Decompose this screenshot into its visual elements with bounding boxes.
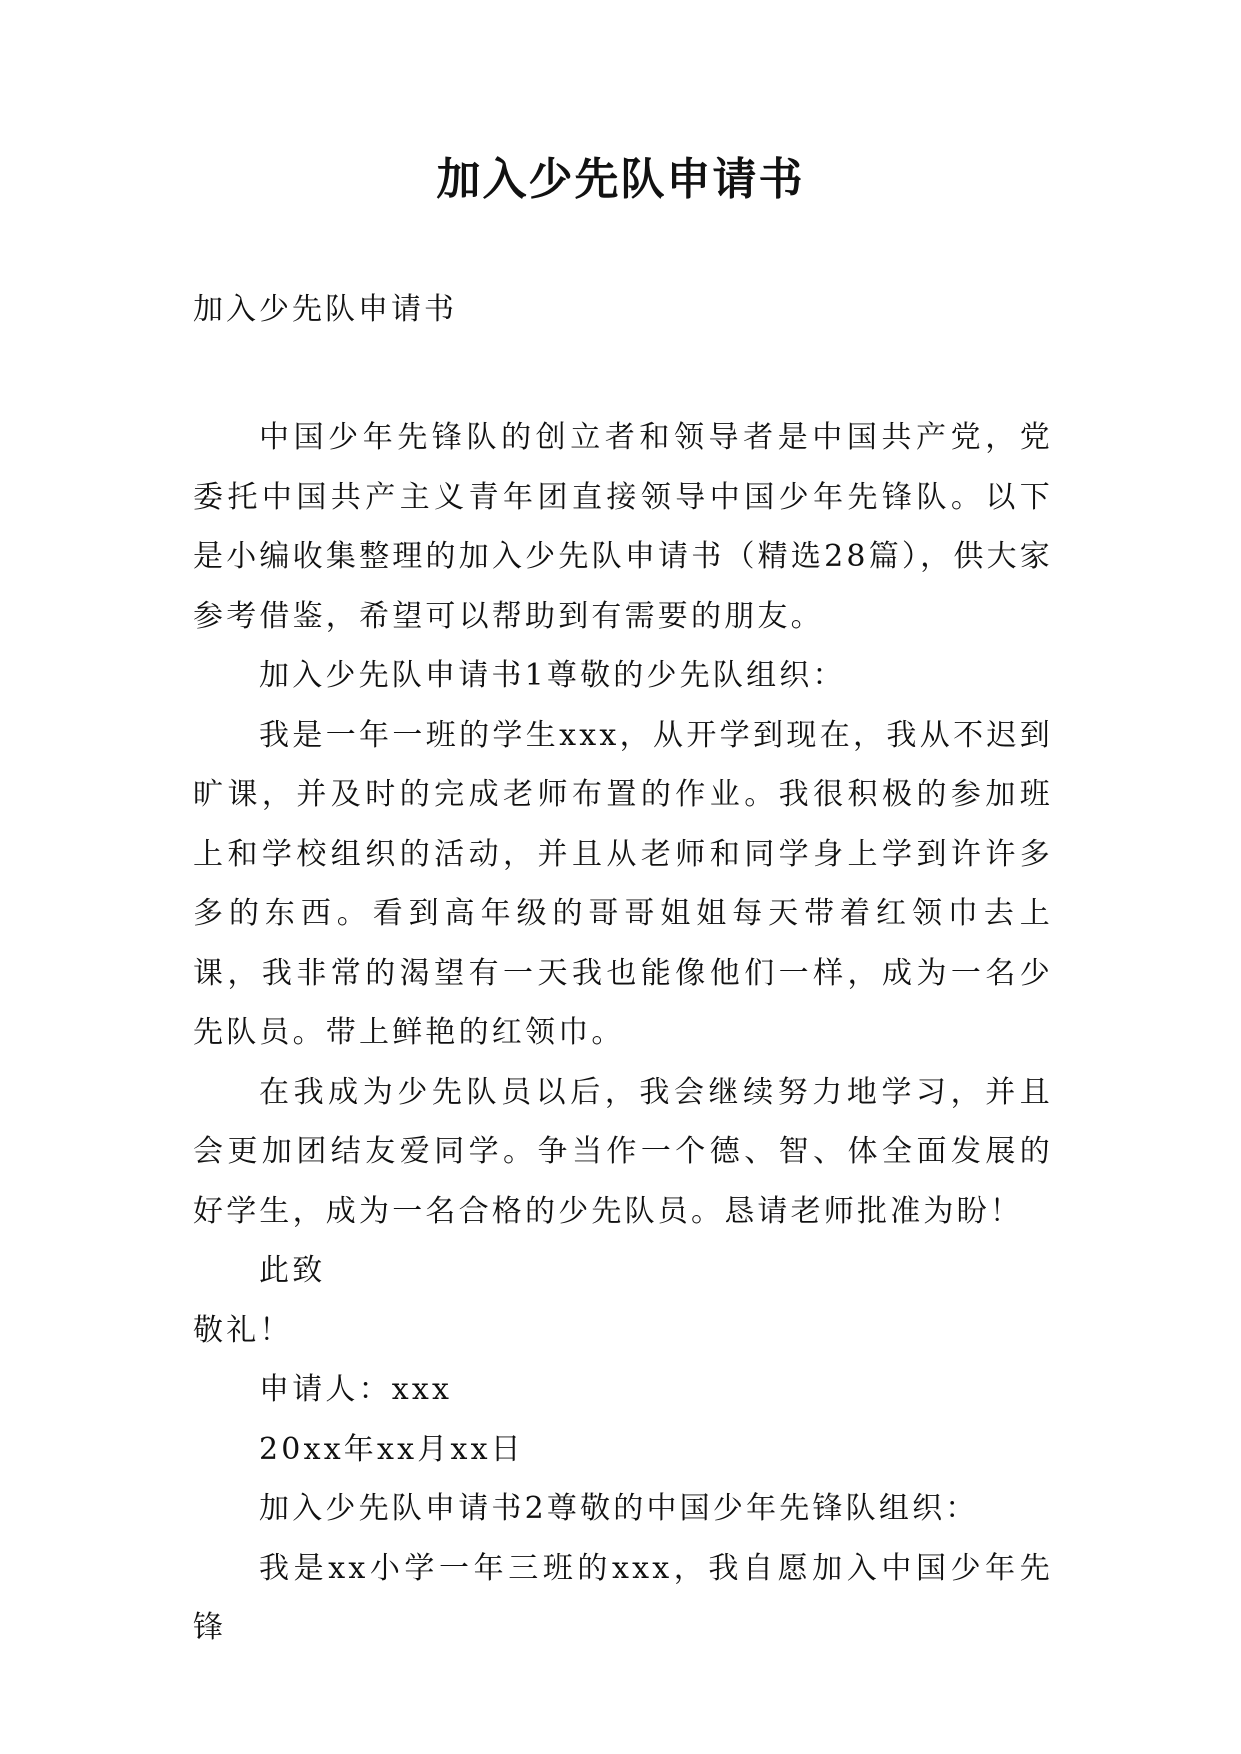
paragraph-closing-salutation: 此致: [259, 1253, 326, 1288]
document-body: [193, 408, 1053, 1658]
paragraph-intro: 中国少年先锋队的创立者和领导者是中国共产党，党委托中国共产主义青年团直接领导中国少年先锋队。以下是小编收集整理的加入少先队申请书（精选28篇），供大家参考借鉴，希望可以帮助到有需要的朋友。: [193, 420, 1053, 634]
document-subtitle: 加入少先队申请书: [193, 292, 457, 327]
paragraph-letter-2-body: 我是xx小学一年三班的xxx，我自愿加入中国少年先锋: [193, 1550, 1053, 1645]
document-title: 加入少先队申请书: [436, 154, 805, 205]
paragraph-applicant: 申请人：xxx: [259, 1372, 453, 1407]
paragraph-closing-respect: 敬礼！: [193, 1312, 293, 1348]
paragraph-letter-1-pledge: 在我成为少先队员以后，我会继续努力地学习，并且会更加团结友爱同学。争当作一个德、智、体全面发展的好学生，成为一名合格的少先队员。恳请老师批准为盼！: [193, 1074, 1053, 1229]
paragraph-date: 20xx年xx月xx日: [259, 1431, 524, 1467]
paragraph-letter-1-heading: 加入少先队申请书1尊敬的少先队组织：: [259, 658, 846, 693]
paragraph-letter-1-body: 我是一年一班的学生xxx，从开学到现在，我从不迟到旷课，并及时的完成老师布置的作业。我很积极的参加班上和学校组织的活动，并且从老师和同学身上学到许许多多的东西。看到高年级的哥哥姐姐每天带着红领巾去上课，我非常的渴望有一天我也能像他们一样，成为一名少先队员。带上鲜艳的红领巾。: [193, 717, 1053, 1050]
paragraph-letter-2-heading: 加入少先队申请书2尊敬的中国少年先锋队组织：: [259, 1491, 979, 1526]
